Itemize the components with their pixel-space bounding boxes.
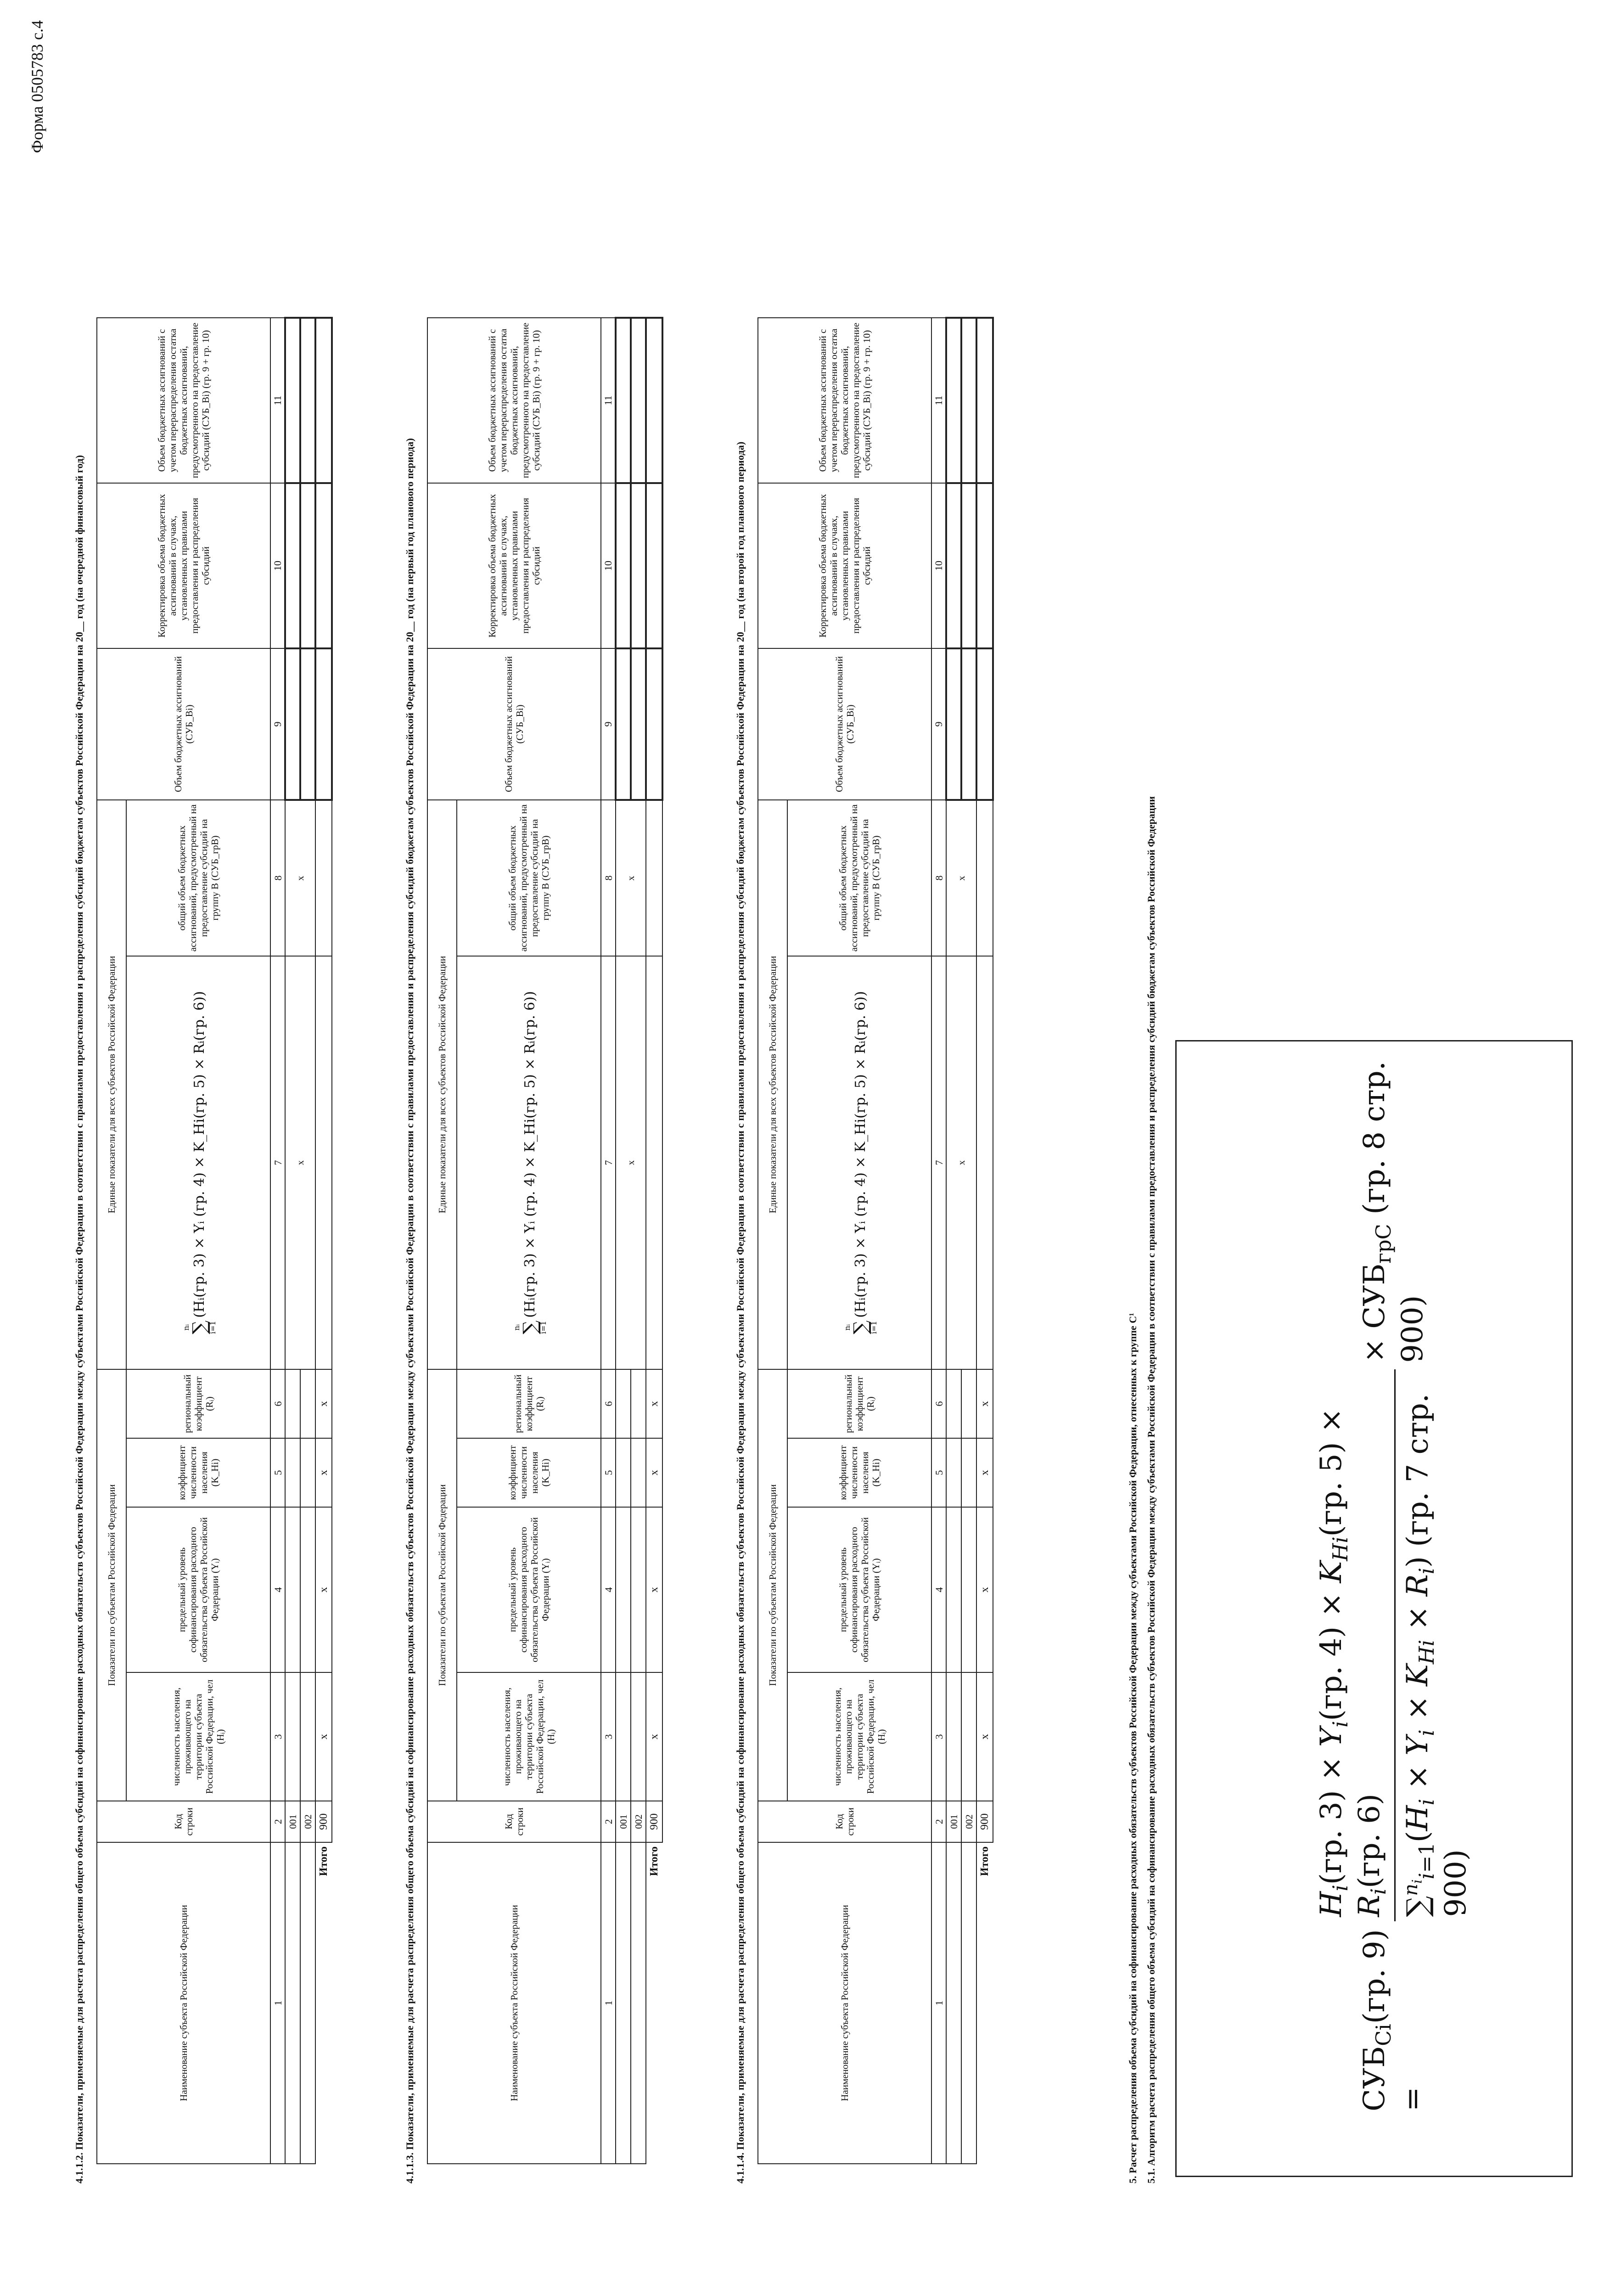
header-row-code: Код строки <box>758 1801 931 1842</box>
header-subject-indicators: Показатели по субъектам Российской Федерации <box>97 1369 126 1801</box>
total-row <box>976 318 993 2164</box>
column-number: 8 <box>931 800 946 956</box>
column-number: 4 <box>601 1507 616 1672</box>
sum-icon: ∑ <box>849 1320 872 1334</box>
header-group-total: общий объем бюджетных ассигнований, предусмотренный на предоставление субсидий на группу B (СУБ_грВ) <box>787 800 931 956</box>
header-population-coef: коэффициент численности населения (K_Hi) <box>787 1438 931 1507</box>
column-number: 5 <box>931 1438 946 1507</box>
data-cell[interactable] <box>616 1672 631 1801</box>
x-mark: x <box>646 1438 662 1507</box>
data-cell[interactable] <box>616 1369 631 1438</box>
column-number: 3 <box>601 1672 616 1801</box>
column-number: 8 <box>270 800 285 956</box>
column-number: 7 <box>270 956 285 1369</box>
column-number: 3 <box>270 1672 285 1801</box>
indicators-table <box>96 317 333 2164</box>
total-cell[interactable] <box>315 956 332 1369</box>
sum-upper-limit: nᵢ <box>512 1324 521 1331</box>
header-unified-indicators: Единые показатели для всех субъектов Российской Федерации <box>97 800 126 1369</box>
row-code: 001 <box>616 1801 631 1842</box>
header-cofinancing-level: предельный уровень софинансирования расходного обязательства субъекта Российской Федерации (Yᵢ) <box>787 1507 931 1672</box>
header-unified-indicators: Единые показатели для всех субъектов Российской Федерации <box>427 800 457 1369</box>
sum-lower-limit: i=1 <box>539 1321 548 1334</box>
data-cell[interactable] <box>631 1672 646 1801</box>
column-number: 2 <box>270 1801 285 1842</box>
x-mark: x <box>946 800 976 956</box>
data-cell[interactable] <box>946 1672 961 1801</box>
sum-lower-limit: i=1 <box>870 1321 878 1334</box>
table-row <box>616 318 631 2164</box>
column-number: 10 <box>601 483 616 648</box>
header-row-code: Код строки <box>97 1801 270 1842</box>
data-cell[interactable] <box>285 648 300 800</box>
data-cell[interactable] <box>631 318 646 483</box>
data-cell[interactable] <box>961 1507 976 1672</box>
column-number: 5 <box>601 1438 616 1507</box>
header-regional-coef: региональный коэффициент (Rᵢ) <box>126 1369 270 1438</box>
header-group-total: общий объем бюджетных ассигнований, предусмотренный на предоставление субсидий на группу B (СУБ_грВ) <box>457 800 601 956</box>
distribution-formula <box>1314 1041 1473 2111</box>
total-label: Итого <box>315 1842 332 2164</box>
data-cell[interactable] <box>961 1438 976 1507</box>
header-group-total: общий объем бюджетных ассигнований, предусмотренный на предоставление субсидий на группу B (СУБ_грВ) <box>126 800 270 956</box>
header-volume: Объем бюджетных ассигнований (СУБ_Bi) <box>97 648 270 800</box>
x-mark: x <box>946 956 976 1369</box>
column-number: 2 <box>931 1801 946 1842</box>
data-cell[interactable] <box>946 483 961 648</box>
header-result: Объем бюджетных ассигнований с учетом перераспределения остатка бюджетных ассигнований, предусмотренного на предоставление субсидий (СУБ_Bi) (гр. 9 + гр. 10) <box>97 318 270 483</box>
data-cell[interactable] <box>961 1842 976 2164</box>
header-correction: Корректировка объема бюджетных ассигнований в случаях, установленных правилами предоставления и распределения субсидий <box>97 483 270 648</box>
header-subject-indicators: Показатели по субъектам Российской Федерации <box>427 1369 457 1801</box>
header-cofinancing-level: предельный уровень софинансирования расходного обязательства субъекта Российской Федерации (Yᵢ) <box>457 1507 601 1672</box>
data-cell[interactable] <box>961 1369 976 1438</box>
column-number: 11 <box>601 318 616 483</box>
form-code: Форма 0505783 с.4 <box>28 20 46 153</box>
formula-rhs: × $СУБ_{грС}$ (гр. 8 стр. 900) <box>1357 1061 1430 1363</box>
column-number: 6 <box>601 1369 616 1438</box>
data-cell[interactable] <box>300 318 315 483</box>
column-number: 1 <box>931 1842 946 2164</box>
data-cell[interactable] <box>631 1369 646 1438</box>
column-number: 5 <box>270 1438 285 1507</box>
column-number: 10 <box>270 483 285 648</box>
x-mark: x <box>315 1672 332 1801</box>
data-cell[interactable] <box>285 1438 300 1507</box>
header-sum-expression <box>457 956 601 1369</box>
header-correction: Корректировка объема бюджетных ассигнований в случаях, установленных правилами предоставления и распределения субсидий <box>758 483 931 648</box>
data-cell[interactable] <box>631 483 646 648</box>
sum-expression-text: (Hᵢ(гр. 3) × Yᵢ (гр. 4) × K_Hi(гр. 5) × Rᵢ(гр. 6)) <box>852 991 869 1318</box>
header-subject-name: Наименование субъекта Российской Федерации <box>758 1842 931 2164</box>
header-unified-indicators: Единые показатели для всех субъектов Российской Федерации <box>758 800 787 1369</box>
data-cell[interactable] <box>946 1438 961 1507</box>
sum-upper-limit: nᵢ <box>843 1324 852 1331</box>
x-mark: x <box>285 956 315 1369</box>
data-cell[interactable] <box>285 1369 300 1438</box>
row-code: 001 <box>285 1801 300 1842</box>
header-cofinancing-level: предельный уровень софинансирования расходного обязательства субъекта Российской Федерации (Yᵢ) <box>126 1507 270 1672</box>
data-cell[interactable] <box>300 1438 315 1507</box>
sum-icon: ∑ <box>519 1320 541 1334</box>
header-correction: Корректировка объема бюджетных ассигнований в случаях, установленных правилами предоставления и распределения субсидий <box>427 483 601 648</box>
total-cell[interactable] <box>646 800 662 956</box>
total-label: Итого <box>646 1842 662 2164</box>
data-cell[interactable] <box>961 648 976 800</box>
header-population-coef: коэффициент численности населения (K_Hi) <box>126 1438 270 1507</box>
column-number: 2 <box>601 1801 616 1842</box>
formula-denominator: $\sum^{n_i}_{i=1}(H_i \times Y_i \times K_{Hi} \times R_i)$ (гр. 7 стр. 900) <box>1399 1393 1473 1917</box>
table-row <box>285 318 300 2164</box>
data-cell[interactable] <box>961 1672 976 1801</box>
total-cell[interactable] <box>315 800 332 956</box>
column-number: 6 <box>270 1369 285 1438</box>
x-mark: x <box>976 1438 993 1507</box>
sum-icon: ∑ <box>188 1320 211 1334</box>
table-caption: 4.1.1.2. Показатели, применяемые для расчета распределения общего объема субсидий на софинансирование расходных обязательств субъектов Российской Федерации между субъектами Российской Федерации в соответствии с правилами предоставления и распределения субсидий бюджетам субъектов Российской Федерации на 20__ год (на очередной финансовый год) <box>73 455 85 2183</box>
header-population: численность населения, проживающего на территории субъекта Российской Федерации, чел (Hᵢ) <box>457 1672 601 1801</box>
row-code: 002 <box>300 1801 315 1842</box>
column-number: 11 <box>931 318 946 483</box>
total-cell[interactable] <box>646 318 662 483</box>
header-population: численность населения, проживающего на территории субъекта Российской Федерации, чел (Hᵢ) <box>787 1672 931 1801</box>
column-number: 3 <box>931 1672 946 1801</box>
column-number: 1 <box>270 1842 285 2164</box>
total-cell[interactable] <box>315 318 332 483</box>
data-cell[interactable] <box>285 1507 300 1672</box>
data-cell[interactable] <box>631 1842 646 2164</box>
x-mark: x <box>976 1507 993 1672</box>
x-mark: x <box>646 1507 662 1672</box>
formula-numerator: $H_i(гр$. $3) \times Y_i(гр$. $4) \times K_{Hi}(гр$. $5) \times R_i(гр$. 6) <box>1314 1369 1396 1922</box>
x-mark: x <box>646 1672 662 1801</box>
sum-expression-text: (Hᵢ(гр. 3) × Yᵢ (гр. 4) × K_Hi(гр. 5) × Rᵢ(гр. 6)) <box>191 991 208 1318</box>
header-sum-expression <box>787 956 931 1369</box>
total-cell[interactable] <box>315 648 332 800</box>
header-subject-name: Наименование субъекта Российской Федерации <box>97 1842 270 2164</box>
header-result: Объем бюджетных ассигнований с учетом перераспределения остатка бюджетных ассигнований, предусмотренного на предоставление субсидий (СУБ_Bi) (гр. 9 + гр. 10) <box>758 318 931 483</box>
total-cell[interactable] <box>976 318 993 483</box>
data-cell[interactable] <box>631 648 646 800</box>
total-cell[interactable] <box>646 956 662 1369</box>
data-cell[interactable] <box>300 648 315 800</box>
data-cell[interactable] <box>616 1438 631 1507</box>
data-cell[interactable] <box>946 1842 961 2164</box>
x-mark: x <box>976 1369 993 1438</box>
column-number: 4 <box>931 1507 946 1672</box>
sum-upper-limit: nᵢ <box>182 1324 191 1331</box>
data-cell[interactable] <box>300 1842 315 2164</box>
total-code: 900 <box>646 1801 662 1842</box>
column-number: 7 <box>931 956 946 1369</box>
data-cell[interactable] <box>946 318 961 483</box>
data-cell[interactable] <box>961 483 976 648</box>
row-code: 002 <box>631 1801 646 1842</box>
total-cell[interactable] <box>976 648 993 800</box>
data-cell[interactable] <box>616 1842 631 2164</box>
data-cell[interactable] <box>300 1672 315 1801</box>
section-5-1-heading: 5.1. Алгоритм расчета распределения общего объема субсидий на софинансирование расходных обязательств субъектов Российской Федерации между субъектами Российской Федерации в соответствии с правилами предоставления и распределения субсидий бюджетам субъектов Российской Федерации <box>1145 796 1157 2183</box>
data-cell[interactable] <box>631 1438 646 1507</box>
column-number: 4 <box>270 1507 285 1672</box>
data-cell[interactable] <box>300 1507 315 1672</box>
data-cell[interactable] <box>285 1842 300 2164</box>
total-code: 900 <box>976 1801 993 1842</box>
data-cell[interactable] <box>616 483 631 648</box>
table-caption: 4.1.1.3. Показатели, применяемые для расчета распределения общего объема субсидий на софинансирование расходных обязательств субъектов Российской Федерации между субъектами Российской Федерации в соответствии с правилами предоставления и распределения субсидий бюджетам субъектов Российской Федерации на 20__ год (на первый год планового периода) <box>404 438 415 2183</box>
column-number: 9 <box>601 648 616 800</box>
data-cell[interactable] <box>616 318 631 483</box>
formula-lhs: $СУБ_{Ci}(гр$. 9) = <box>1357 1929 1430 2111</box>
total-cell[interactable] <box>646 483 662 648</box>
row-code: 001 <box>946 1801 961 1842</box>
header-population-coef: коэффициент численности населения (K_Hi) <box>457 1438 601 1507</box>
row-code: 002 <box>961 1801 976 1842</box>
header-subject-name: Наименование субъекта Российской Федерации <box>427 1842 601 2164</box>
total-cell[interactable] <box>976 483 993 648</box>
total-row <box>646 318 662 2164</box>
sum-lower-limit: i=1 <box>208 1321 217 1334</box>
column-number: 9 <box>270 648 285 800</box>
table-caption: 4.1.1.4. Показатели, применяемые для расчета распределения общего объема субсидий на софинансирование расходных обязательств субъектов Российской Федерации между субъектами Российской Федерации в соответствии с правилами предоставления и распределения субсидий бюджетам субъектов Российской Федерации на 20__ год (на второй год планового периода) <box>735 441 746 2183</box>
data-cell[interactable] <box>616 1507 631 1672</box>
data-cell[interactable] <box>285 1672 300 1801</box>
x-mark: x <box>976 1672 993 1801</box>
data-cell[interactable] <box>616 648 631 800</box>
x-mark: x <box>616 956 646 1369</box>
x-mark: x <box>315 1507 332 1672</box>
x-mark: x <box>285 800 315 956</box>
column-number: 9 <box>931 648 946 800</box>
total-code: 900 <box>315 1801 332 1842</box>
data-cell[interactable] <box>300 1369 315 1438</box>
total-cell[interactable] <box>315 483 332 648</box>
header-result: Объем бюджетных ассигнований с учетом перераспределения остатка бюджетных ассигнований, предусмотренного на предоставление субсидий (СУБ_Bi) (гр. 9 + гр. 10) <box>427 318 601 483</box>
x-mark: x <box>315 1438 332 1507</box>
header-regional-coef: региональный коэффициент (Rᵢ) <box>787 1369 931 1438</box>
header-volume: Объем бюджетных ассигнований (СУБ_Bi) <box>427 648 601 800</box>
column-number: 11 <box>270 318 285 483</box>
column-number: 1 <box>601 1842 616 2164</box>
indicators-table <box>427 317 663 2164</box>
header-sum-expression <box>126 956 270 1369</box>
header-volume: Объем бюджетных ассигнований (СУБ_Bi) <box>758 648 931 800</box>
data-cell[interactable] <box>285 483 300 648</box>
data-cell[interactable] <box>946 1369 961 1438</box>
section-5-heading: 5. Расчет распределения объема субсидий на софинансирование расходных обязательств субъектов Российской Федерации между субъектами Российской Федерации, отнесенных к группе С¹ <box>1127 1313 1139 2183</box>
column-number: 8 <box>601 800 616 956</box>
header-row-code: Код строки <box>427 1801 601 1842</box>
data-cell[interactable] <box>631 1507 646 1672</box>
column-number: 6 <box>931 1369 946 1438</box>
data-cell[interactable] <box>946 648 961 800</box>
data-cell[interactable] <box>946 1507 961 1672</box>
total-cell[interactable] <box>976 956 993 1369</box>
total-row <box>315 318 332 2164</box>
column-number: 10 <box>931 483 946 648</box>
header-population: численность населения, проживающего на территории субъекта Российской Федерации, чел (Hᵢ) <box>126 1672 270 1801</box>
data-cell[interactable] <box>285 318 300 483</box>
data-cell[interactable] <box>961 318 976 483</box>
formula-box <box>1175 1040 1573 2177</box>
x-mark: x <box>646 1369 662 1438</box>
header-regional-coef: региональный коэффициент (Rᵢ) <box>457 1369 601 1438</box>
table-row <box>946 318 961 2164</box>
header-subject-indicators: Показатели по субъектам Российской Федерации <box>758 1369 787 1801</box>
data-cell[interactable] <box>300 483 315 648</box>
x-mark: x <box>315 1369 332 1438</box>
total-cell[interactable] <box>976 800 993 956</box>
column-number: 7 <box>601 956 616 1369</box>
total-cell[interactable] <box>646 648 662 800</box>
sum-expression-text: (Hᵢ(гр. 3) × Yᵢ (гр. 4) × K_Hi(гр. 5) × Rᵢ(гр. 6)) <box>522 991 538 1318</box>
x-mark: x <box>616 800 646 956</box>
indicators-table <box>757 317 994 2164</box>
formula-fraction <box>1314 1369 1473 1922</box>
total-label: Итого <box>976 1842 993 2164</box>
